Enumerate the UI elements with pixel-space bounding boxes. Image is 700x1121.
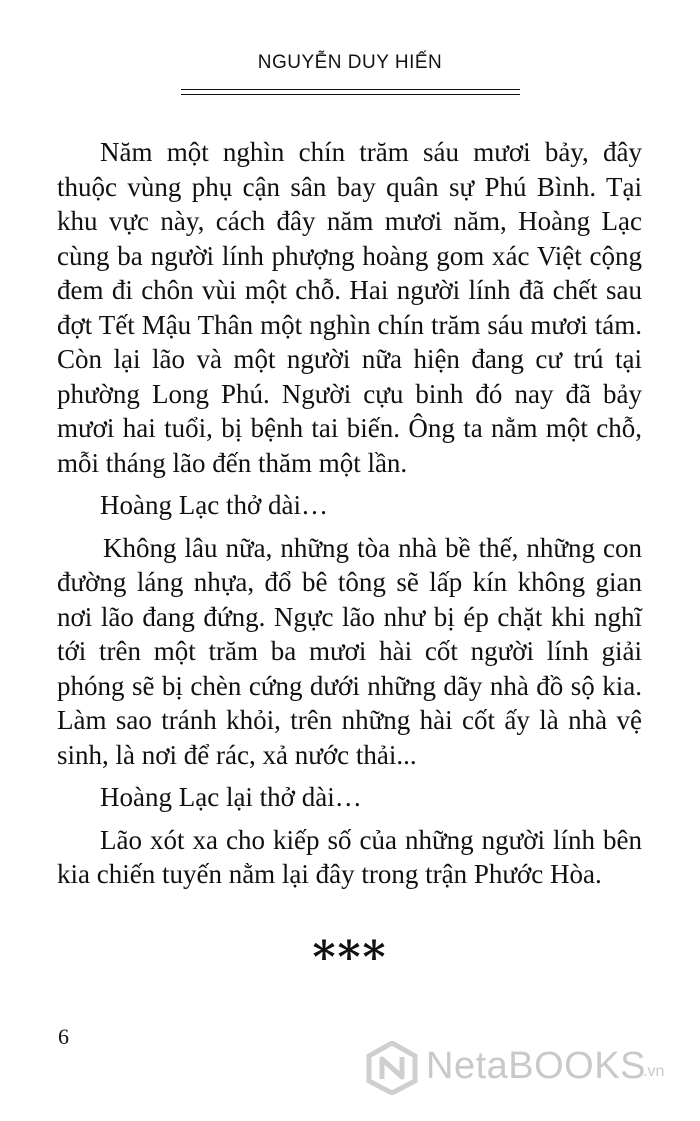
neta-logo-icon	[366, 1041, 418, 1095]
header-rule-bottom	[181, 94, 520, 95]
body-text	[57, 135, 642, 900]
paragraph-5: Lão xót xa cho kiếp số của những người lính bên kia chiến tuyến nằm lại đây trong trận Phước Hòa.	[57, 824, 642, 889]
watermark-tld: .vn	[643, 1063, 665, 1080]
paragraph-2: Hoàng Lạc thở dài…	[100, 490, 328, 520]
paragraph-3: Không lâu nữa, những tòa nhà bề thế, những con đường láng nhựa, đổ bê tông sẽ lấp kín không gian nơi lão đang đứng. Ngực lão như bị ép chặt khi nghĩ tới trên một trăm ba mươi hài cốt người lính giải phóng sẽ bị chèn cứng dưới những dãy nhà đồ sộ kia. Làm sao tránh khỏi, trên những hài cốt ấy là nhà vệ sinh, là nơi để rác, xả nước thải...	[57, 532, 642, 770]
section-separator: ***	[312, 932, 388, 983]
running-header-author: NGUYỄN DUY HIẾN	[257, 52, 443, 73]
paragraph-1: Năm một nghìn chín trăm sáu mươi bảy, đây thuộc vùng phụ cận sân bay quân sự Phú Bình. Tại khu vực này, cách đây năm mươi năm, Hoàng Lạc cùng ba người lính phượng hoàng gom xác Việt cộng đem đi chôn vùi một chỗ. Hai người lính đã chết sau đợt Tết Mậu Thân một nghìn chín trăm sáu mươi tám. Còn lại lão và một người nữa hiện đang cư trú tại phường Long Phú. Người cựu binh đó nay đã bảy mươi hai tuổi, bị bệnh tai biến. Ông ta nằm một chỗ, mỗi tháng lão đến thăm một lần.	[57, 137, 642, 478]
header-rule-top	[181, 89, 520, 90]
page-number: 6	[58, 1024, 69, 1049]
paragraph-4: Hoàng Lạc lại thở dài…	[100, 782, 362, 812]
watermark-brand: NetaBOOKS	[426, 1045, 646, 1087]
watermark	[366, 1041, 696, 1095]
